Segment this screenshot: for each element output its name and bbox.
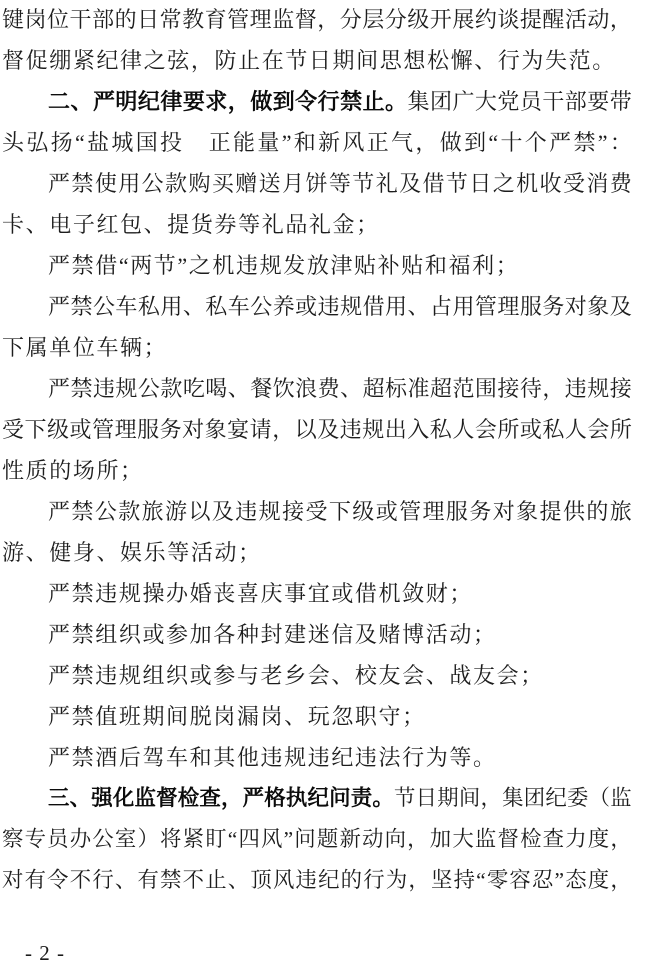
body-text: [2, 0, 632, 901]
text-line: 对 有 令 不 行 、 有 禁 不 止 、 顶 风 违 纪 的 行 为 ， 坚 持 “ 零 容 忍 ” 态 度 ，: [2, 867, 632, 892]
text-line: 察 专 员 办 公 室 ） 将 紧 盯 “ 四 风 ” 问 题 新 动 向 ， 加 大 监 督 检 查 力 度 ，: [2, 826, 632, 851]
paragraph-prohibition-item-3: [2, 286, 632, 368]
text-line: 严 禁 酒 后 驾 车 和 其 他 违 规 违 纪 违 法 行 为 等 。: [48, 744, 495, 770]
text-line: 键 岗 位 干 部 的 日 常 教 育 管 理 监 督 ， 分 层 分 级 开 展 约 谈 提 醒 活 动 ，: [2, 6, 632, 32]
text-line: 严 禁 违 规 操 办 婚 丧 喜 庆 事 宜 或 借 机 敛 财 ；: [48, 580, 472, 606]
paragraph-body-continuation: [2, 0, 632, 81]
paragraph-prohibition-item-8: [2, 655, 632, 696]
paragraph-prohibition-item-4: [2, 368, 632, 491]
text-line: 督 促 绷 紧 纪 律 之 弦 ， 防 止 在 节 日 期 间 思 想 松 懈 、 行 为 失 范 。: [2, 47, 615, 73]
text-line: 头 弘 扬 “ 盐 城 国 投 正 能 量 ” 和 新 风 正 气 ， 做 到 “ 十 个 严 禁 ” ：: [2, 129, 632, 155]
paragraph-prohibition-item-9: [2, 696, 632, 737]
paragraph-section-3: [2, 778, 632, 901]
text-line: 三 、 强 化 监 督 检 查 ， 严 格 执 纪 问 责 。 节 日 期 间 ， 集 团 纪 委 （ 监: [48, 785, 632, 810]
paragraph-section-2: [2, 81, 632, 163]
text-line: 二 、 严 明 纪 律 要 求 ， 做 到 令 行 禁 止 。 集 团 广 大 党 员 干 部 要 带: [48, 88, 632, 114]
paragraph-prohibition-item-1: [2, 163, 632, 245]
paragraph-prohibition-item-7: [2, 614, 632, 655]
text-line: 性 质 的 场 所 ；: [2, 457, 143, 483]
text-line: 严 禁 值 班 期 间 脱 岗 漏 岗 、 玩 忽 职 守 ；: [48, 703, 425, 729]
text-line: 严 禁 违 规 组 织 或 参 与 老 乡 会 、 校 友 会 、 战 友 会 ；: [48, 662, 543, 688]
text-line: 严 禁 组 织 或 参 加 各 种 封 建 迷 信 及 赌 博 活 动 ；: [48, 621, 495, 647]
text-line: 严 禁 使 用 公 款 购 买 赠 送 月 饼 等 节 礼 及 借 节 日 之 机 收 受 消 费: [48, 170, 632, 196]
text-line: 游 、 健 身 、 娱 乐 等 活 动 ；: [2, 539, 261, 565]
text-line: 下 属 单 位 车 辆 ；: [2, 334, 166, 360]
text-line: 受 下 级 或 管 理 服 务 对 象 宴 请 ， 以 及 违 规 出 入 私 人 会 所 或 私 人 会 所: [2, 416, 632, 442]
paragraph-prohibition-item-2: [2, 245, 632, 286]
paragraph-prohibition-item-5: [2, 491, 632, 573]
text-line: 严 禁 借 “ 两 节 ” 之 机 违 规 发 放 津 贴 补 贴 和 福 利 ；: [48, 252, 518, 278]
text-line: 卡 、 电 子 红 包 、 提 货 券 等 礼 品 礼 金 ；: [2, 211, 379, 237]
text-line: 严 禁 公 车 私 用 、 私 车 公 养 或 违 规 借 用 、 占 用 管 理 服 务 对 象 及: [48, 293, 632, 319]
footer-page-number: - 2 -: [25, 941, 65, 965]
text-line: 严 禁 违 规 公 款 吃 喝 、 餐 饮 浪 费 、 超 标 准 超 范 围 接 待 ， 违 规 接: [48, 375, 632, 401]
text-line: 严 禁 公 款 旅 游 以 及 违 规 接 受 下 级 或 管 理 服 务 对 象 提 供 的 旅: [48, 498, 632, 524]
paragraph-prohibition-item-6: [2, 573, 632, 614]
paragraph-prohibition-item-10: [2, 737, 632, 778]
